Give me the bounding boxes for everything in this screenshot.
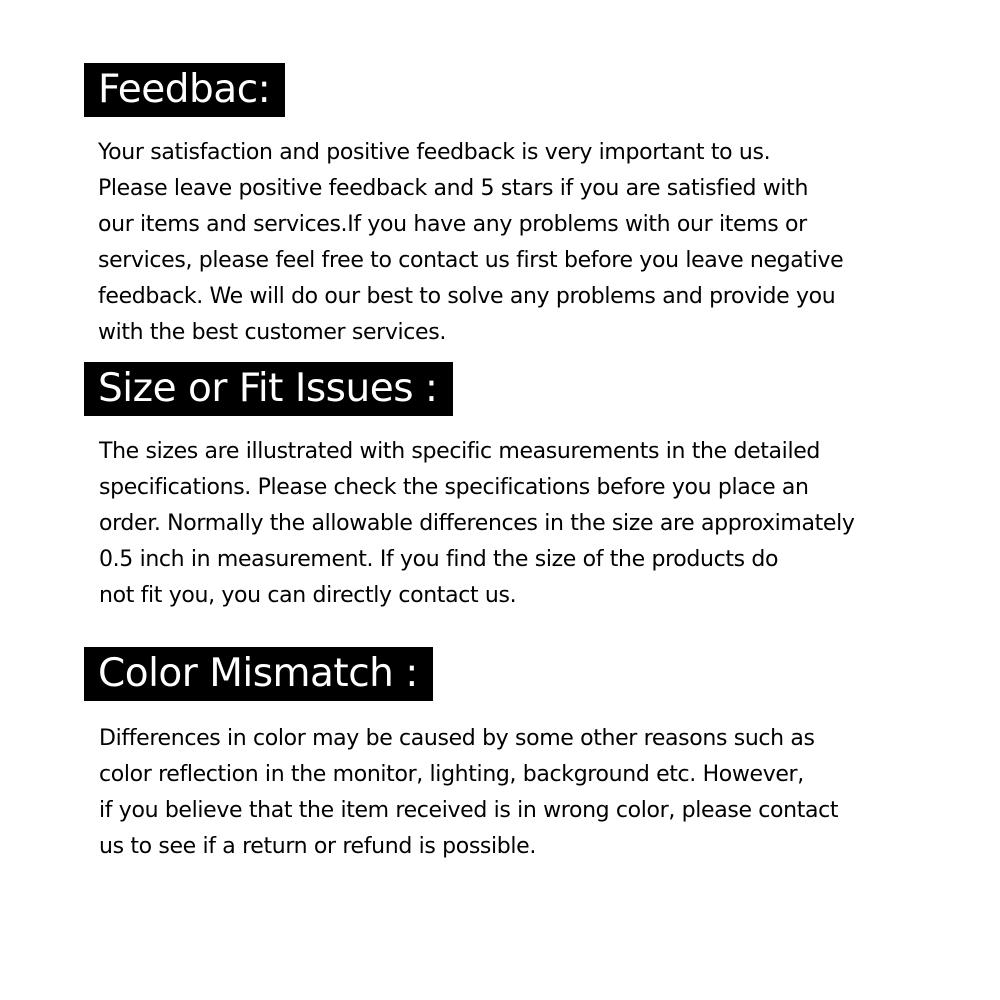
text-line: our items and services.If you have any problems with our items or <box>98 212 807 237</box>
text-line: services, please feel free to contact us first before you leave negative <box>98 248 844 273</box>
text-line: The sizes are illustrated with specific measurements in the detailed <box>99 439 821 464</box>
color-mismatch-paragraph <box>99 721 939 865</box>
text-line: Differences in color may be caused by some other reasons such as <box>99 726 815 751</box>
text-line: not fit you, you can directly contact us. <box>99 583 517 608</box>
feedback-heading: Feedbac: <box>84 63 285 117</box>
text-line: if you believe that the item received is in wrong color, please contact <box>99 798 839 823</box>
text-line: Your satisfaction and positive feedback is very important to us. <box>98 140 771 165</box>
text-line: us to see if a return or refund is possible. <box>99 834 537 859</box>
text-line: order. Normally the allowable differences in the size are approximately <box>99 511 855 536</box>
text-line: specifications. Please check the specifications before you place an <box>99 475 809 500</box>
text-line: Please leave positive feedback and 5 stars if you are satisfied with <box>98 176 809 201</box>
text-line: with the best customer services. <box>98 320 446 345</box>
text-line: feedback. We will do our best to solve any problems and provide you <box>98 284 836 309</box>
feedback-paragraph <box>98 135 938 351</box>
text-line: 0.5 inch in measurement. If you find the size of the products do <box>99 547 779 572</box>
size-fit-heading: Size or Fit Issues : <box>84 362 453 416</box>
size-fit-paragraph <box>99 434 939 614</box>
color-mismatch-heading: Color Mismatch : <box>84 647 433 701</box>
text-line: color reflection in the monitor, lighting, background etc. However, <box>99 762 804 787</box>
